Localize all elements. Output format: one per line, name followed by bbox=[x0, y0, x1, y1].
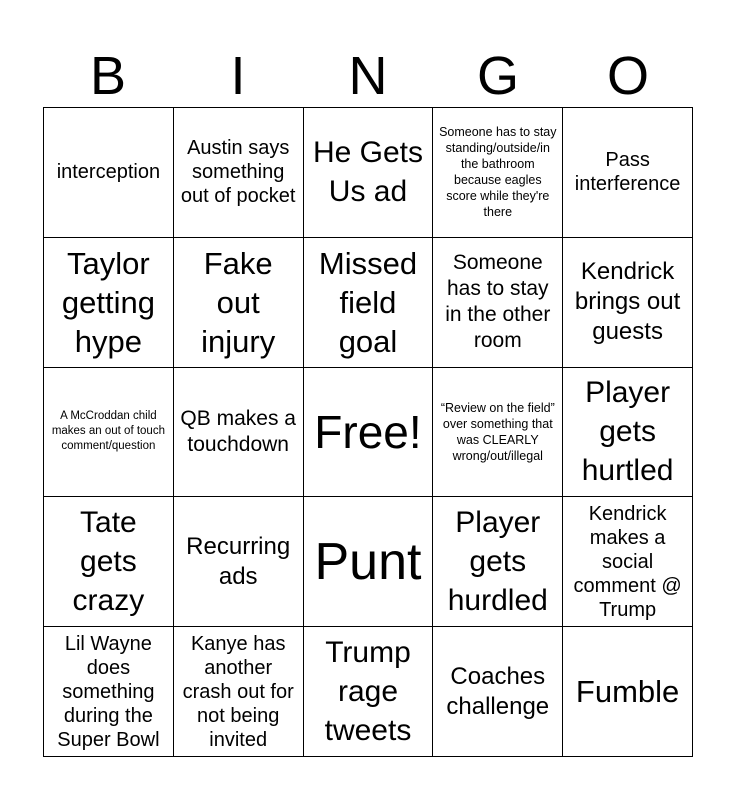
cell-text: Fake out injury bbox=[201, 245, 276, 359]
cell-text: Player gets hurdled bbox=[447, 506, 548, 618]
cell-text: Lil Wayne does something during the Super Bowl bbox=[57, 632, 160, 751]
bingo-cell[interactable] bbox=[174, 497, 304, 627]
cell-text: Tate gets crazy bbox=[72, 506, 145, 618]
bingo-cell[interactable] bbox=[174, 238, 304, 368]
cell-text: Trump rage tweets bbox=[324, 636, 412, 748]
header-letter-o: O bbox=[606, 46, 649, 106]
cell-text: Someone has to stay standing/outside/in the bathroom because eagles score while they're there bbox=[439, 125, 557, 220]
bingo-cell[interactable] bbox=[433, 238, 563, 368]
bingo-cell[interactable] bbox=[174, 108, 304, 238]
cell-text: Pass interference bbox=[574, 149, 681, 196]
bingo-cell[interactable] bbox=[563, 368, 693, 498]
header-letter-g: G bbox=[476, 46, 519, 106]
bingo-cell[interactable] bbox=[304, 238, 434, 368]
cell-text: He Gets Us ad bbox=[312, 136, 424, 209]
cell-text: Fumble bbox=[575, 674, 680, 710]
cell-text: Missed field goal bbox=[318, 245, 418, 359]
bingo-cell[interactable] bbox=[563, 108, 693, 238]
bingo-cell[interactable] bbox=[433, 368, 563, 498]
bingo-cell[interactable] bbox=[563, 238, 693, 368]
bingo-header bbox=[43, 44, 693, 108]
cell-text: A McCroddan child makes an out of touch comment/question bbox=[51, 410, 165, 453]
cell-text: Punt bbox=[314, 532, 422, 591]
bingo-cell[interactable] bbox=[563, 627, 693, 757]
cell-text: QB makes a touchdown bbox=[180, 406, 296, 456]
cell-text: Coaches challenge bbox=[446, 662, 550, 720]
bingo-cell[interactable] bbox=[433, 108, 563, 238]
header-letter-i: I bbox=[230, 46, 246, 106]
bingo-cell[interactable] bbox=[174, 368, 304, 498]
bingo-cell[interactable] bbox=[44, 238, 174, 368]
cell-text: “Review on the field” over something that was CLEARLY wrong/out/illegal bbox=[440, 400, 555, 463]
bingo-cell[interactable] bbox=[44, 497, 174, 627]
bingo-cell[interactable] bbox=[433, 497, 563, 627]
cell-text: Kendrick makes a social comment @ Trump bbox=[573, 502, 682, 621]
cell-text: Kanye has another crash out for not being invited bbox=[182, 632, 294, 751]
bingo-cell[interactable] bbox=[433, 627, 563, 757]
cell-text: Someone has to stay in the other room bbox=[445, 251, 551, 353]
bingo-cell[interactable] bbox=[304, 108, 434, 238]
header-letter-b: B bbox=[89, 46, 127, 106]
cell-text: Player gets hurtled bbox=[581, 376, 674, 488]
bingo-cell[interactable] bbox=[44, 108, 174, 238]
cell-text: Taylor getting hype bbox=[61, 245, 155, 359]
cell-text: interception bbox=[56, 161, 161, 184]
bingo-cell[interactable] bbox=[44, 368, 174, 498]
free-space-text: Free! bbox=[314, 405, 422, 458]
bingo-cell[interactable] bbox=[44, 627, 174, 757]
header-letter-n: N bbox=[348, 46, 388, 106]
bingo-cell[interactable] bbox=[304, 627, 434, 757]
bingo-cell[interactable] bbox=[174, 627, 304, 757]
bingo-board bbox=[43, 107, 693, 757]
cell-text: Austin says something out of pocket bbox=[180, 137, 296, 208]
cell-text: Recurring ads bbox=[186, 532, 291, 590]
cell-text: Kendrick brings out guests bbox=[574, 258, 681, 346]
free-space-cell[interactable] bbox=[304, 368, 434, 498]
bingo-cell[interactable] bbox=[563, 497, 693, 627]
bingo-cell[interactable] bbox=[304, 497, 434, 627]
